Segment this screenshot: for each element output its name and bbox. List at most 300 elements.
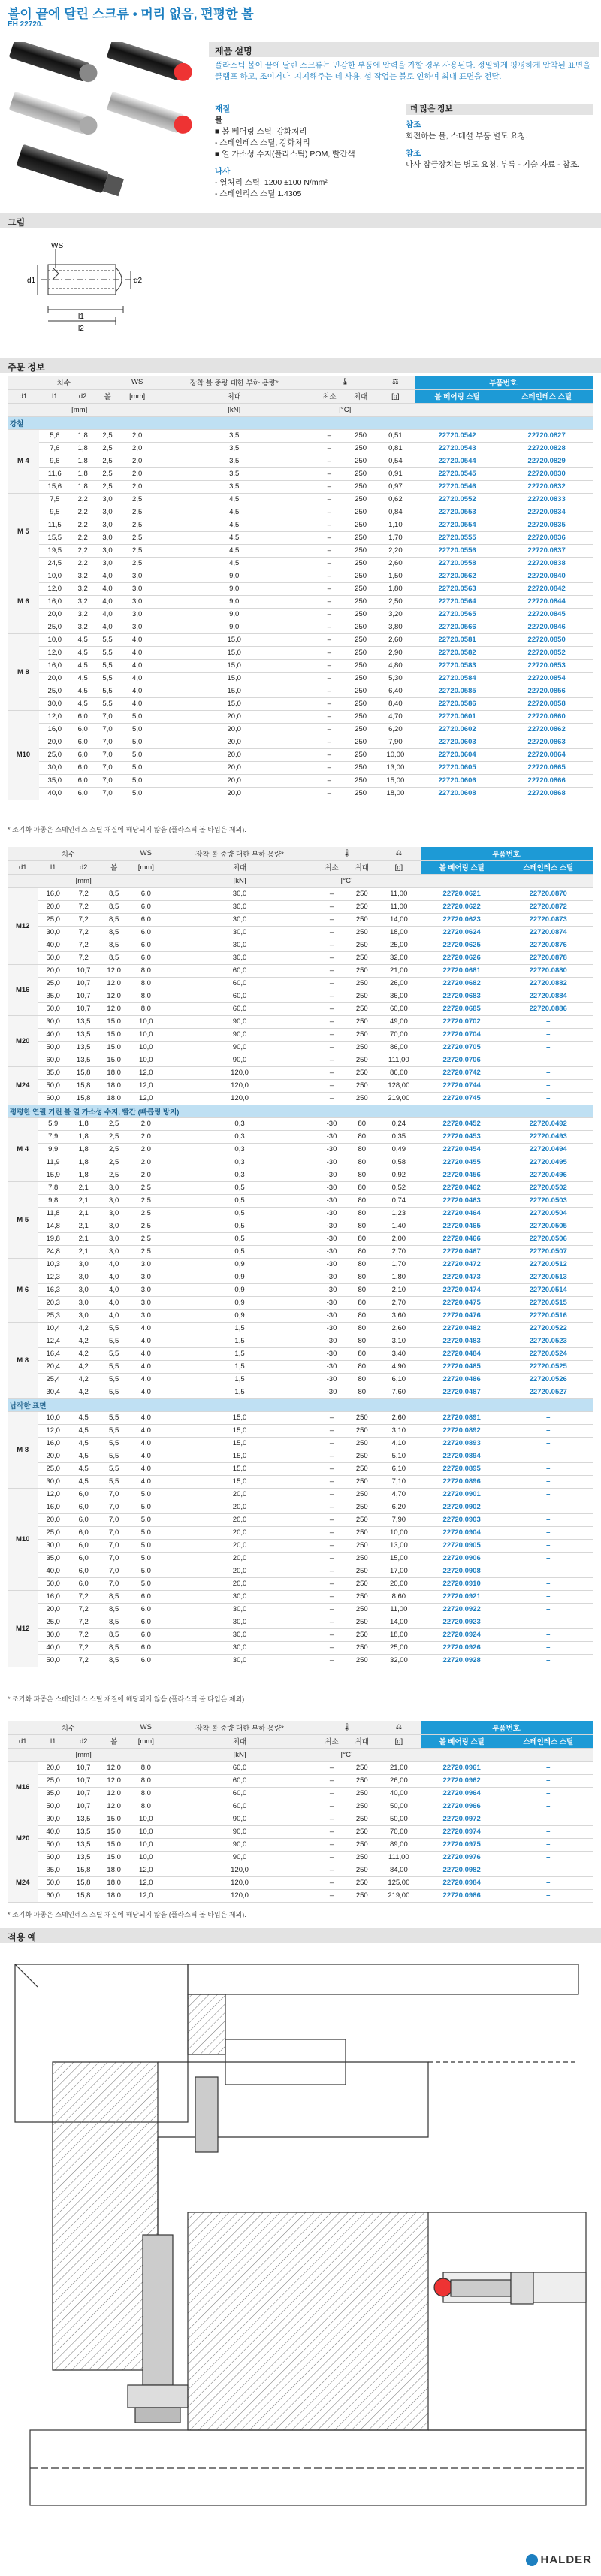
cell[interactable]: 22720.0462 bbox=[421, 1181, 503, 1194]
cell[interactable]: 22720.0484 bbox=[421, 1347, 503, 1360]
cell[interactable]: 22720.0524 bbox=[503, 1347, 593, 1360]
cell: 250 bbox=[345, 633, 376, 646]
table-row bbox=[8, 1488, 593, 1501]
cell[interactable]: 22720.0928 bbox=[421, 1654, 503, 1667]
cell[interactable]: 22720.0961 bbox=[421, 1761, 503, 1774]
cell[interactable]: 22720.0702 bbox=[421, 1015, 503, 1028]
cell[interactable]: 22720.0906 bbox=[421, 1552, 503, 1565]
cell[interactable]: 22720.0525 bbox=[503, 1360, 593, 1373]
cell: 80 bbox=[347, 1117, 377, 1130]
cell: – bbox=[314, 621, 346, 633]
cell: 7,6 bbox=[39, 442, 71, 455]
cell[interactable]: 22720.0904 bbox=[421, 1526, 503, 1539]
cell: 10,0 bbox=[129, 1838, 163, 1851]
cell[interactable]: 22720.0902 bbox=[421, 1501, 503, 1513]
cell[interactable]: 22720.0622 bbox=[421, 900, 503, 913]
cell[interactable]: 22720.0465 bbox=[421, 1220, 503, 1232]
cell: 2,5 bbox=[129, 1194, 163, 1207]
cell[interactable]: 22720.0829 bbox=[500, 455, 593, 467]
cell: -30 bbox=[316, 1335, 346, 1347]
cell: – bbox=[314, 544, 346, 557]
cell: 3,0 bbox=[68, 1309, 98, 1322]
cell: – bbox=[503, 1641, 593, 1654]
cell: 8,5 bbox=[98, 1590, 128, 1603]
cell: 50,0 bbox=[38, 1002, 68, 1015]
cell[interactable]: 22720.0704 bbox=[421, 1028, 503, 1041]
cell[interactable]: 22720.0453 bbox=[421, 1130, 503, 1143]
cell[interactable]: 22720.0984 bbox=[421, 1876, 503, 1889]
cell[interactable]: 22720.0865 bbox=[500, 761, 593, 774]
cell[interactable]: 22720.0475 bbox=[421, 1296, 503, 1309]
cell[interactable]: 22720.0896 bbox=[421, 1475, 503, 1488]
cell[interactable]: 22720.0485 bbox=[421, 1360, 503, 1373]
cell: 15,0 bbox=[98, 1825, 128, 1838]
cell[interactable]: 22720.0858 bbox=[500, 697, 593, 710]
cell: 11,5 bbox=[39, 519, 71, 531]
cell[interactable]: 22720.0602 bbox=[415, 723, 500, 736]
cell[interactable]: 22720.0706 bbox=[421, 1054, 503, 1066]
cell[interactable]: 22720.0552 bbox=[415, 493, 500, 506]
cell: 14,00 bbox=[377, 1616, 421, 1628]
cell: 4,5 bbox=[68, 1475, 98, 1488]
cell[interactable]: 22720.0582 bbox=[415, 646, 500, 659]
cell: 250 bbox=[345, 455, 376, 467]
cell[interactable]: 22720.0558 bbox=[415, 557, 500, 570]
cell: 250 bbox=[347, 1628, 377, 1641]
cell: 12,4 bbox=[38, 1335, 68, 1347]
cell: 7,0 bbox=[98, 1577, 128, 1590]
table-row bbox=[8, 1232, 593, 1245]
cell[interactable]: 22720.0494 bbox=[503, 1143, 593, 1156]
cell[interactable]: 22720.0586 bbox=[415, 697, 500, 710]
cell[interactable]: 22720.0924 bbox=[421, 1628, 503, 1641]
cell: 4,0 bbox=[119, 697, 154, 710]
cell[interactable]: 22720.0562 bbox=[415, 570, 500, 582]
thread-size: M10 bbox=[8, 710, 39, 800]
cell[interactable]: 22720.0850 bbox=[500, 633, 593, 646]
cell[interactable]: 22720.0905 bbox=[421, 1539, 503, 1552]
cell[interactable]: 22720.0505 bbox=[503, 1220, 593, 1232]
cell[interactable]: 22720.0886 bbox=[503, 1002, 593, 1015]
cell: 20,0 bbox=[163, 1526, 317, 1539]
cell[interactable]: 22720.0542 bbox=[415, 429, 500, 442]
cell: 5,5 bbox=[95, 672, 120, 685]
cell[interactable]: 22720.0604 bbox=[415, 748, 500, 761]
cell: – bbox=[316, 1761, 346, 1774]
cell[interactable]: 22720.0473 bbox=[421, 1271, 503, 1283]
cell[interactable]: 22720.0526 bbox=[503, 1373, 593, 1386]
table-row bbox=[8, 1838, 593, 1851]
cell[interactable]: 22720.0626 bbox=[421, 951, 503, 964]
cell[interactable]: 22720.0555 bbox=[415, 531, 500, 544]
cell[interactable]: 22720.0827 bbox=[500, 429, 593, 442]
cell: 1,5 bbox=[163, 1386, 317, 1398]
cell[interactable]: 22720.0864 bbox=[500, 748, 593, 761]
cell[interactable]: 22720.0868 bbox=[500, 787, 593, 800]
cell[interactable]: 22720.0891 bbox=[421, 1411, 503, 1424]
cell: 2,0 bbox=[129, 1156, 163, 1169]
col-ball: 볼 bbox=[95, 389, 120, 403]
cell: – bbox=[314, 672, 346, 685]
cell: 3,0 bbox=[95, 557, 120, 570]
table-row bbox=[8, 633, 593, 646]
cell[interactable]: 22720.0852 bbox=[500, 646, 593, 659]
cell[interactable]: 22720.0986 bbox=[421, 1889, 503, 1902]
cell[interactable]: 22720.0903 bbox=[421, 1513, 503, 1526]
cell: 0,5 bbox=[163, 1207, 317, 1220]
cell[interactable]: 22720.0873 bbox=[503, 913, 593, 926]
cell: 60,00 bbox=[377, 1002, 421, 1015]
cell[interactable]: 22720.0895 bbox=[421, 1462, 503, 1475]
cell: – bbox=[503, 1041, 593, 1054]
cell: 90,0 bbox=[163, 1028, 317, 1041]
cell: – bbox=[316, 951, 346, 964]
cell: 7,9 bbox=[38, 1130, 68, 1143]
cell: 10,7 bbox=[68, 990, 98, 1002]
cell[interactable]: 22720.0566 bbox=[415, 621, 500, 633]
thread-size: M 4 bbox=[8, 429, 39, 493]
thread-size: M 8 bbox=[8, 1411, 38, 1488]
cell[interactable]: 22720.0603 bbox=[415, 736, 500, 748]
cell: 3,0 bbox=[119, 595, 154, 608]
cell[interactable]: 22720.0705 bbox=[421, 1041, 503, 1054]
cell[interactable]: 22720.0527 bbox=[503, 1386, 593, 1398]
material-heading: 재질 bbox=[215, 104, 231, 113]
cell[interactable]: 22720.0921 bbox=[421, 1590, 503, 1603]
cell: – bbox=[316, 1787, 346, 1800]
cell: 8,5 bbox=[98, 1603, 128, 1616]
cell: 4,0 bbox=[98, 1283, 128, 1296]
unit-kn: [kN] bbox=[163, 874, 317, 887]
cell: – bbox=[314, 608, 346, 621]
cell: 2,5 bbox=[95, 467, 120, 480]
cell[interactable]: 22720.0624 bbox=[421, 926, 503, 939]
cell: 250 bbox=[347, 1616, 377, 1628]
cell: 30,0 bbox=[163, 951, 317, 964]
table-row bbox=[8, 493, 593, 506]
table-row bbox=[8, 748, 593, 761]
cell: 3,0 bbox=[98, 1232, 128, 1245]
cell[interactable]: 22720.0836 bbox=[500, 531, 593, 544]
cell[interactable]: 22720.0601 bbox=[415, 710, 500, 723]
cell: 15,8 bbox=[68, 1092, 98, 1105]
cell: – bbox=[503, 1450, 593, 1462]
cell[interactable]: 22720.0862 bbox=[500, 723, 593, 736]
cell[interactable]: 22720.0683 bbox=[421, 990, 503, 1002]
cell[interactable]: 22720.0853 bbox=[500, 659, 593, 672]
cell: 12,0 bbox=[98, 964, 128, 977]
cell[interactable]: 22720.0922 bbox=[421, 1603, 503, 1616]
cell[interactable]: 22720.0923 bbox=[421, 1616, 503, 1628]
section-order: 주문 정보 bbox=[0, 358, 601, 373]
cell[interactable]: 22720.0553 bbox=[415, 506, 500, 519]
cell[interactable]: 22720.0835 bbox=[500, 519, 593, 531]
cell[interactable]: 22720.0584 bbox=[415, 672, 500, 685]
cell: 2,0 bbox=[119, 455, 154, 467]
cell[interactable]: 22720.0846 bbox=[500, 621, 593, 633]
cell: 13,5 bbox=[68, 1813, 98, 1825]
table-row bbox=[8, 1079, 593, 1092]
cell[interactable]: 22720.0975 bbox=[421, 1838, 503, 1851]
cell[interactable]: 22720.0483 bbox=[421, 1335, 503, 1347]
cell: 84,00 bbox=[377, 1864, 421, 1876]
cell: 4,5 bbox=[68, 1450, 98, 1462]
cell[interactable]: 22720.0744 bbox=[421, 1079, 503, 1092]
cell[interactable]: 22720.0452 bbox=[421, 1117, 503, 1130]
cell: 4,70 bbox=[377, 1488, 421, 1501]
cell: 10,0 bbox=[129, 1813, 163, 1825]
cell: 250 bbox=[345, 748, 376, 761]
cell[interactable]: 22720.0605 bbox=[415, 761, 500, 774]
cell: 80 bbox=[347, 1296, 377, 1309]
cell: 5,0 bbox=[129, 1513, 163, 1526]
cell: 5,6 bbox=[39, 429, 71, 442]
cell[interactable]: 22720.0745 bbox=[421, 1092, 503, 1105]
cell[interactable]: 22720.0466 bbox=[421, 1232, 503, 1245]
cell[interactable]: 22720.0860 bbox=[500, 710, 593, 723]
cell: 5,5 bbox=[98, 1373, 128, 1386]
cell: 10,7 bbox=[68, 1800, 98, 1813]
cell[interactable]: 22720.0515 bbox=[503, 1296, 593, 1309]
unit-c: [°C] bbox=[314, 403, 376, 416]
cell[interactable]: 22720.0492 bbox=[503, 1117, 593, 1130]
table-row bbox=[8, 1774, 593, 1787]
cell: 6,0 bbox=[129, 1616, 163, 1628]
cell[interactable]: 22720.0974 bbox=[421, 1825, 503, 1838]
cell[interactable]: 22720.0496 bbox=[503, 1169, 593, 1181]
cell[interactable]: 22720.0830 bbox=[500, 467, 593, 480]
cell[interactable]: 22720.0892 bbox=[421, 1424, 503, 1437]
cell: – bbox=[503, 1603, 593, 1616]
cell[interactable]: 22720.0504 bbox=[503, 1207, 593, 1220]
table-row bbox=[8, 595, 593, 608]
cell[interactable]: 22720.0884 bbox=[503, 990, 593, 1002]
table-row bbox=[8, 672, 593, 685]
cell[interactable]: 22720.0845 bbox=[500, 608, 593, 621]
cell: 30,0 bbox=[163, 939, 317, 951]
cell: 20,0 bbox=[39, 608, 71, 621]
cell[interactable]: 22720.0625 bbox=[421, 939, 503, 951]
cell: – bbox=[316, 1889, 346, 1902]
cell[interactable]: 22720.0482 bbox=[421, 1322, 503, 1335]
cell: 32,00 bbox=[377, 951, 421, 964]
cell[interactable]: 22720.0742 bbox=[421, 1066, 503, 1079]
cell: 2,60 bbox=[376, 633, 415, 646]
cell: 1,8 bbox=[68, 1156, 98, 1169]
cell: – bbox=[503, 1616, 593, 1628]
cell[interactable]: 22720.0623 bbox=[421, 913, 503, 926]
cell: 219,00 bbox=[377, 1889, 421, 1902]
table-row bbox=[8, 1876, 593, 1889]
cell[interactable]: 22720.0872 bbox=[503, 900, 593, 913]
cell[interactable]: 22720.0467 bbox=[421, 1245, 503, 1258]
cell[interactable]: 22720.0844 bbox=[500, 595, 593, 608]
cell: 6,0 bbox=[68, 1565, 98, 1577]
cell[interactable]: 22720.0454 bbox=[421, 1143, 503, 1156]
cell[interactable]: 22720.0608 bbox=[415, 787, 500, 800]
cell[interactable]: 22720.0563 bbox=[415, 582, 500, 595]
cell[interactable]: 22720.0878 bbox=[503, 951, 593, 964]
cell[interactable]: 22720.0856 bbox=[500, 685, 593, 697]
cell[interactable]: 22720.0606 bbox=[415, 774, 500, 787]
cell[interactable]: 22720.0972 bbox=[421, 1813, 503, 1825]
table-row bbox=[8, 1322, 593, 1335]
cell: 120,0 bbox=[163, 1876, 317, 1889]
cell[interactable]: 22720.0681 bbox=[421, 964, 503, 977]
cell: 2,60 bbox=[377, 1411, 421, 1424]
cell: 250 bbox=[347, 1603, 377, 1616]
cell[interactable]: 22720.0908 bbox=[421, 1565, 503, 1577]
cell[interactable]: 22720.0880 bbox=[503, 964, 593, 977]
cell[interactable]: 22720.0514 bbox=[503, 1283, 593, 1296]
col-force-max: 최대 bbox=[163, 1734, 317, 1748]
cell[interactable]: 22720.0685 bbox=[421, 1002, 503, 1015]
cell: 15,0 bbox=[163, 1450, 317, 1462]
col-force-max: 최대 bbox=[163, 860, 317, 874]
cell: 15,0 bbox=[155, 672, 314, 685]
cell[interactable]: 22720.0474 bbox=[421, 1283, 503, 1296]
cell[interactable]: 22720.0503 bbox=[503, 1194, 593, 1207]
cell: 40,0 bbox=[38, 939, 68, 951]
cell[interactable]: 22720.0486 bbox=[421, 1373, 503, 1386]
cell: 6,0 bbox=[129, 926, 163, 939]
cell[interactable]: 22720.0506 bbox=[503, 1232, 593, 1245]
cell: 0,5 bbox=[163, 1194, 317, 1207]
cell[interactable]: 22720.0682 bbox=[421, 977, 503, 990]
cell[interactable]: 22720.0876 bbox=[503, 939, 593, 951]
cell: – bbox=[314, 582, 346, 595]
cell[interactable]: 22720.0832 bbox=[500, 480, 593, 493]
cell: 10,0 bbox=[129, 1028, 163, 1041]
col-part-no: 부품번호. bbox=[415, 376, 593, 389]
cell[interactable]: 22720.0476 bbox=[421, 1309, 503, 1322]
cell[interactable]: 22720.0522 bbox=[503, 1322, 593, 1335]
cell: 1,8 bbox=[71, 429, 95, 442]
cell[interactable]: 22720.0464 bbox=[421, 1207, 503, 1220]
cell[interactable]: 22720.0583 bbox=[415, 659, 500, 672]
cell[interactable]: 22720.0455 bbox=[421, 1156, 503, 1169]
cell[interactable]: 22720.0556 bbox=[415, 544, 500, 557]
cell[interactable]: 22720.0487 bbox=[421, 1386, 503, 1398]
cell[interactable]: 22720.0910 bbox=[421, 1577, 503, 1590]
cell[interactable]: 22720.0463 bbox=[421, 1194, 503, 1207]
cell: 20,4 bbox=[38, 1360, 68, 1373]
cell[interactable]: 22720.0495 bbox=[503, 1156, 593, 1169]
cell: – bbox=[316, 1552, 346, 1565]
cell[interactable]: 22720.0870 bbox=[503, 887, 593, 900]
cell[interactable]: 22720.0893 bbox=[421, 1437, 503, 1450]
cell: – bbox=[316, 990, 346, 1002]
cell[interactable]: 22720.0894 bbox=[421, 1450, 503, 1462]
cell[interactable]: 22720.0581 bbox=[415, 633, 500, 646]
cell[interactable]: 22720.0513 bbox=[503, 1271, 593, 1283]
table-row bbox=[8, 761, 593, 774]
cell: – bbox=[316, 964, 346, 977]
cell[interactable]: 22720.0863 bbox=[500, 736, 593, 748]
cell: 12,0 bbox=[129, 1066, 163, 1079]
cell[interactable]: 22720.0544 bbox=[415, 455, 500, 467]
cell: 4,0 bbox=[129, 1475, 163, 1488]
cell[interactable]: 22720.0982 bbox=[421, 1864, 503, 1876]
cell: 25,00 bbox=[377, 939, 421, 951]
cell[interactable]: 22720.0502 bbox=[503, 1181, 593, 1194]
cell[interactable]: 22720.0493 bbox=[503, 1130, 593, 1143]
cell[interactable]: 22720.0882 bbox=[503, 977, 593, 990]
table-row bbox=[8, 621, 593, 633]
cell: – bbox=[316, 926, 346, 939]
cell[interactable]: 22720.0834 bbox=[500, 506, 593, 519]
cell: 6,0 bbox=[71, 723, 95, 736]
cell[interactable]: 22720.0874 bbox=[503, 926, 593, 939]
cell: 90,0 bbox=[163, 1813, 317, 1825]
cell: 5,30 bbox=[376, 672, 415, 685]
cell[interactable]: 22720.0565 bbox=[415, 608, 500, 621]
cell[interactable]: 22720.0901 bbox=[421, 1488, 503, 1501]
cell: 3,0 bbox=[119, 608, 154, 621]
table-row bbox=[8, 951, 593, 964]
cell[interactable]: 22720.0976 bbox=[421, 1851, 503, 1864]
cell: 3,0 bbox=[119, 570, 154, 582]
cell: 4,0 bbox=[129, 1335, 163, 1347]
cell: 10,0 bbox=[129, 1015, 163, 1028]
cell[interactable]: 22720.0472 bbox=[421, 1258, 503, 1271]
cell[interactable]: 22720.0837 bbox=[500, 544, 593, 557]
cell[interactable]: 22720.0554 bbox=[415, 519, 500, 531]
cell: – bbox=[314, 787, 346, 800]
cell[interactable]: 22720.0585 bbox=[415, 685, 500, 697]
cell: – bbox=[503, 1565, 593, 1577]
drawing-label-l2: l2 bbox=[78, 325, 84, 333]
cell[interactable]: 22720.0512 bbox=[503, 1258, 593, 1271]
cell: 0,62 bbox=[376, 493, 415, 506]
cell[interactable]: 22720.0962 bbox=[421, 1774, 503, 1787]
cell: -30 bbox=[316, 1347, 346, 1360]
cell[interactable]: 22720.0516 bbox=[503, 1309, 593, 1322]
cell[interactable]: 22720.0833 bbox=[500, 493, 593, 506]
cell[interactable]: 22720.0838 bbox=[500, 557, 593, 570]
cell[interactable]: 22720.0621 bbox=[421, 887, 503, 900]
cell: 1,5 bbox=[163, 1360, 317, 1373]
cell[interactable]: 22720.0842 bbox=[500, 582, 593, 595]
cell[interactable]: 22720.0545 bbox=[415, 467, 500, 480]
cell: – bbox=[316, 1513, 346, 1526]
cell[interactable]: 22720.0523 bbox=[503, 1335, 593, 1347]
cell: 60,0 bbox=[163, 977, 317, 990]
cell[interactable]: 22720.0854 bbox=[500, 672, 593, 685]
cell: 7,0 bbox=[95, 736, 120, 748]
cell: 24,5 bbox=[39, 557, 71, 570]
section-application: 적용 예 bbox=[0, 1928, 601, 1943]
cell[interactable]: 22720.0840 bbox=[500, 570, 593, 582]
cell[interactable]: 22720.0964 bbox=[421, 1787, 503, 1800]
cell[interactable]: 22720.0866 bbox=[500, 774, 593, 787]
cell[interactable]: 22720.0564 bbox=[415, 595, 500, 608]
cell[interactable]: 22720.0966 bbox=[421, 1800, 503, 1813]
cell: – bbox=[316, 900, 346, 913]
cell[interactable]: 22720.0456 bbox=[421, 1169, 503, 1181]
cell: 13,5 bbox=[68, 1825, 98, 1838]
description-heading: 제품 설명 bbox=[209, 42, 599, 57]
cell: 36,00 bbox=[377, 990, 421, 1002]
cell[interactable]: 22720.0543 bbox=[415, 442, 500, 455]
cell[interactable]: 22720.0507 bbox=[503, 1245, 593, 1258]
cell[interactable]: 22720.0828 bbox=[500, 442, 593, 455]
product-code: EH 22720. bbox=[8, 20, 44, 29]
cell[interactable]: 22720.0546 bbox=[415, 480, 500, 493]
cell: 18,0 bbox=[98, 1079, 128, 1092]
cell: 20,0 bbox=[163, 1501, 317, 1513]
cell[interactable]: 22720.0926 bbox=[421, 1641, 503, 1654]
